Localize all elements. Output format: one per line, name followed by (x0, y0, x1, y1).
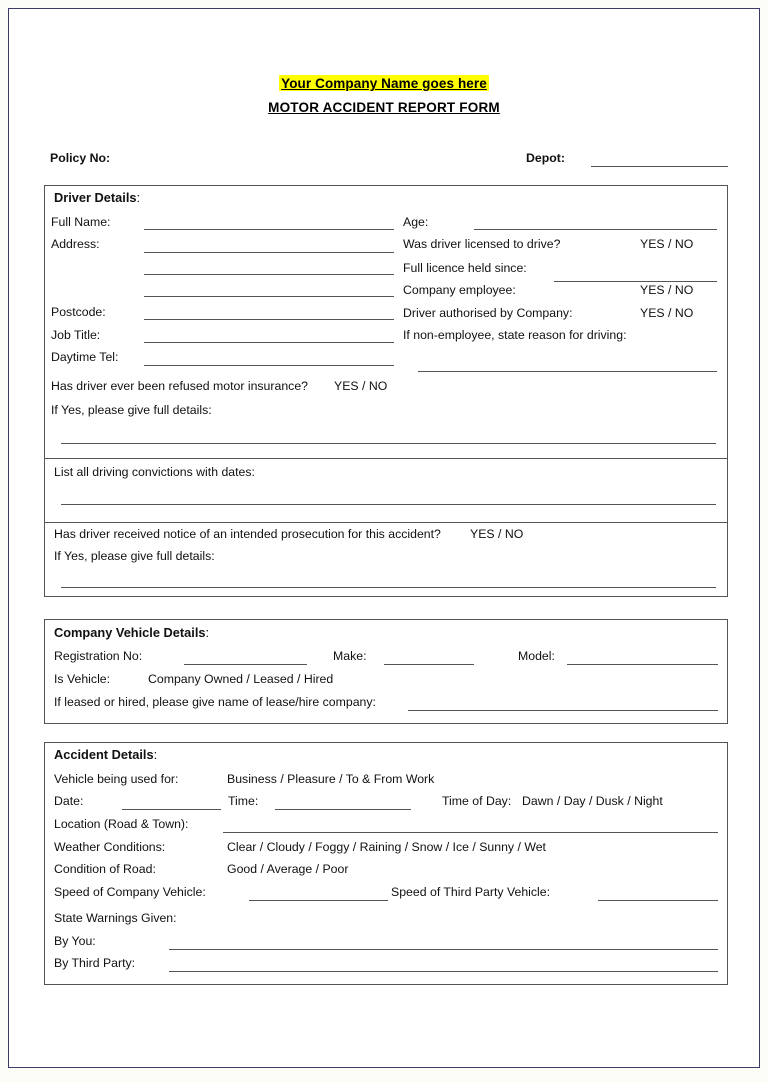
refused-insurance-question: Has driver ever been refused motor insurance? (51, 379, 308, 393)
company-name-title: Your Company Name goes here (281, 76, 487, 91)
by-third-party-label: By Third Party: (54, 956, 136, 970)
refused-insurance-details-line[interactable] (61, 443, 716, 444)
postcode-label: Postcode: (51, 305, 106, 319)
make-input-line[interactable] (384, 664, 474, 665)
convictions-input-line[interactable] (61, 504, 716, 505)
state-warnings-given-label: State Warnings Given: (54, 911, 177, 925)
form-title-row (9, 99, 759, 117)
vehicle-used-for-options[interactable]: Business / Pleasure / To & From Work (227, 772, 435, 786)
address-input-line-3[interactable] (144, 296, 394, 297)
daytime-tel-label: Daytime Tel: (51, 350, 119, 364)
company-title-row (9, 75, 759, 93)
was-licensed-label: Was driver licensed to drive? (403, 237, 561, 251)
full-licence-since-input-line[interactable] (554, 281, 717, 282)
by-third-party-input-line[interactable] (169, 971, 718, 972)
non-employee-reason-input-line[interactable] (418, 371, 717, 372)
daytime-tel-input-line[interactable] (144, 365, 394, 366)
refused-insurance-options[interactable]: YES / NO (334, 379, 388, 393)
speed-company-vehicle-label: Speed of Company Vehicle: (54, 885, 206, 899)
driver-authorised-label: Driver authorised by Company: (403, 306, 573, 320)
vehicle-used-for-label: Vehicle being used for: (54, 772, 179, 786)
address-label: Address: (51, 237, 100, 251)
is-vehicle-label: Is Vehicle: (54, 672, 111, 686)
model-input-line[interactable] (567, 664, 718, 665)
company-employee-label: Company employee: (403, 283, 516, 297)
registration-no-label: Registration No: (54, 649, 143, 663)
address-input-line-2[interactable] (144, 274, 394, 275)
depot-label: Depot: (526, 151, 565, 165)
convictions-label: List all driving convictions with dates: (54, 465, 255, 479)
job-title-label: Job Title: (51, 328, 101, 342)
date-label: Date: (54, 794, 84, 808)
lease-hire-company-input-line[interactable] (408, 710, 718, 711)
prosecution-question: Has driver received notice of an intended prosecution for this accident? (54, 527, 441, 541)
postcode-input-line[interactable] (144, 319, 394, 320)
road-condition-label: Condition of Road: (54, 862, 156, 876)
page-title: MOTOR ACCIDENT REPORT FORM (268, 100, 500, 115)
weather-conditions-options[interactable]: Clear / Cloudy / Foggy / Raining / Snow / Ice / Sunny / Wet (227, 840, 546, 854)
location-label: Location (Road & Town): (54, 817, 189, 831)
depot-input-line[interactable] (591, 166, 728, 167)
by-you-label: By You: (54, 934, 96, 948)
company-vehicle-heading: Company Vehicle Details: (54, 625, 210, 640)
prosecution-details-line[interactable] (61, 587, 716, 588)
road-condition-options[interactable]: Good / Average / Poor (227, 862, 349, 876)
refused-insurance-followup-label: If Yes, please give full details: (51, 403, 212, 417)
by-you-input-line[interactable] (169, 949, 718, 950)
company-employee-options[interactable]: YES / NO (640, 283, 694, 297)
time-input-line[interactable] (275, 809, 411, 810)
address-input-line-1[interactable] (144, 252, 394, 253)
full-name-label: Full Name: (51, 215, 111, 229)
weather-conditions-label: Weather Conditions: (54, 840, 166, 854)
prosecution-options[interactable]: YES / NO (470, 527, 524, 541)
speed-third-party-input-line[interactable] (598, 900, 718, 901)
location-input-line[interactable] (223, 832, 718, 833)
time-of-day-label: Time of Day: (442, 794, 512, 808)
age-input-line[interactable] (474, 229, 717, 230)
driver-authorised-options[interactable]: YES / NO (640, 306, 694, 320)
time-label: Time: (228, 794, 259, 808)
driver-details-divider-2 (44, 522, 728, 523)
speed-third-party-label: Speed of Third Party Vehicle: (391, 885, 551, 899)
date-input-line[interactable] (122, 809, 221, 810)
lease-hire-company-label: If leased or hired, please give name of lease/hire company: (54, 695, 376, 709)
age-label: Age: (403, 215, 429, 229)
driver-details-heading: Driver Details: (54, 190, 141, 205)
make-label: Make: (333, 649, 367, 663)
non-employee-reason-label: If non-employee, state reason for driving: (403, 328, 627, 342)
policy-no-label: Policy No: (50, 151, 111, 165)
form-sheet (8, 8, 760, 1068)
full-name-input-line[interactable] (144, 229, 394, 230)
was-licensed-options[interactable]: YES / NO (640, 237, 694, 251)
job-title-input-line[interactable] (144, 342, 394, 343)
registration-no-input-line[interactable] (184, 664, 307, 665)
prosecution-followup-label: If Yes, please give full details: (54, 549, 215, 563)
speed-company-vehicle-input-line[interactable] (249, 900, 388, 901)
driver-details-divider-1 (44, 458, 728, 459)
time-of-day-options[interactable]: Dawn / Day / Dusk / Night (522, 794, 663, 808)
accident-details-heading: Accident Details: (54, 747, 158, 762)
full-licence-since-label: Full licence held since: (403, 261, 527, 275)
model-label: Model: (518, 649, 555, 663)
is-vehicle-options[interactable]: Company Owned / Leased / Hired (148, 672, 334, 686)
